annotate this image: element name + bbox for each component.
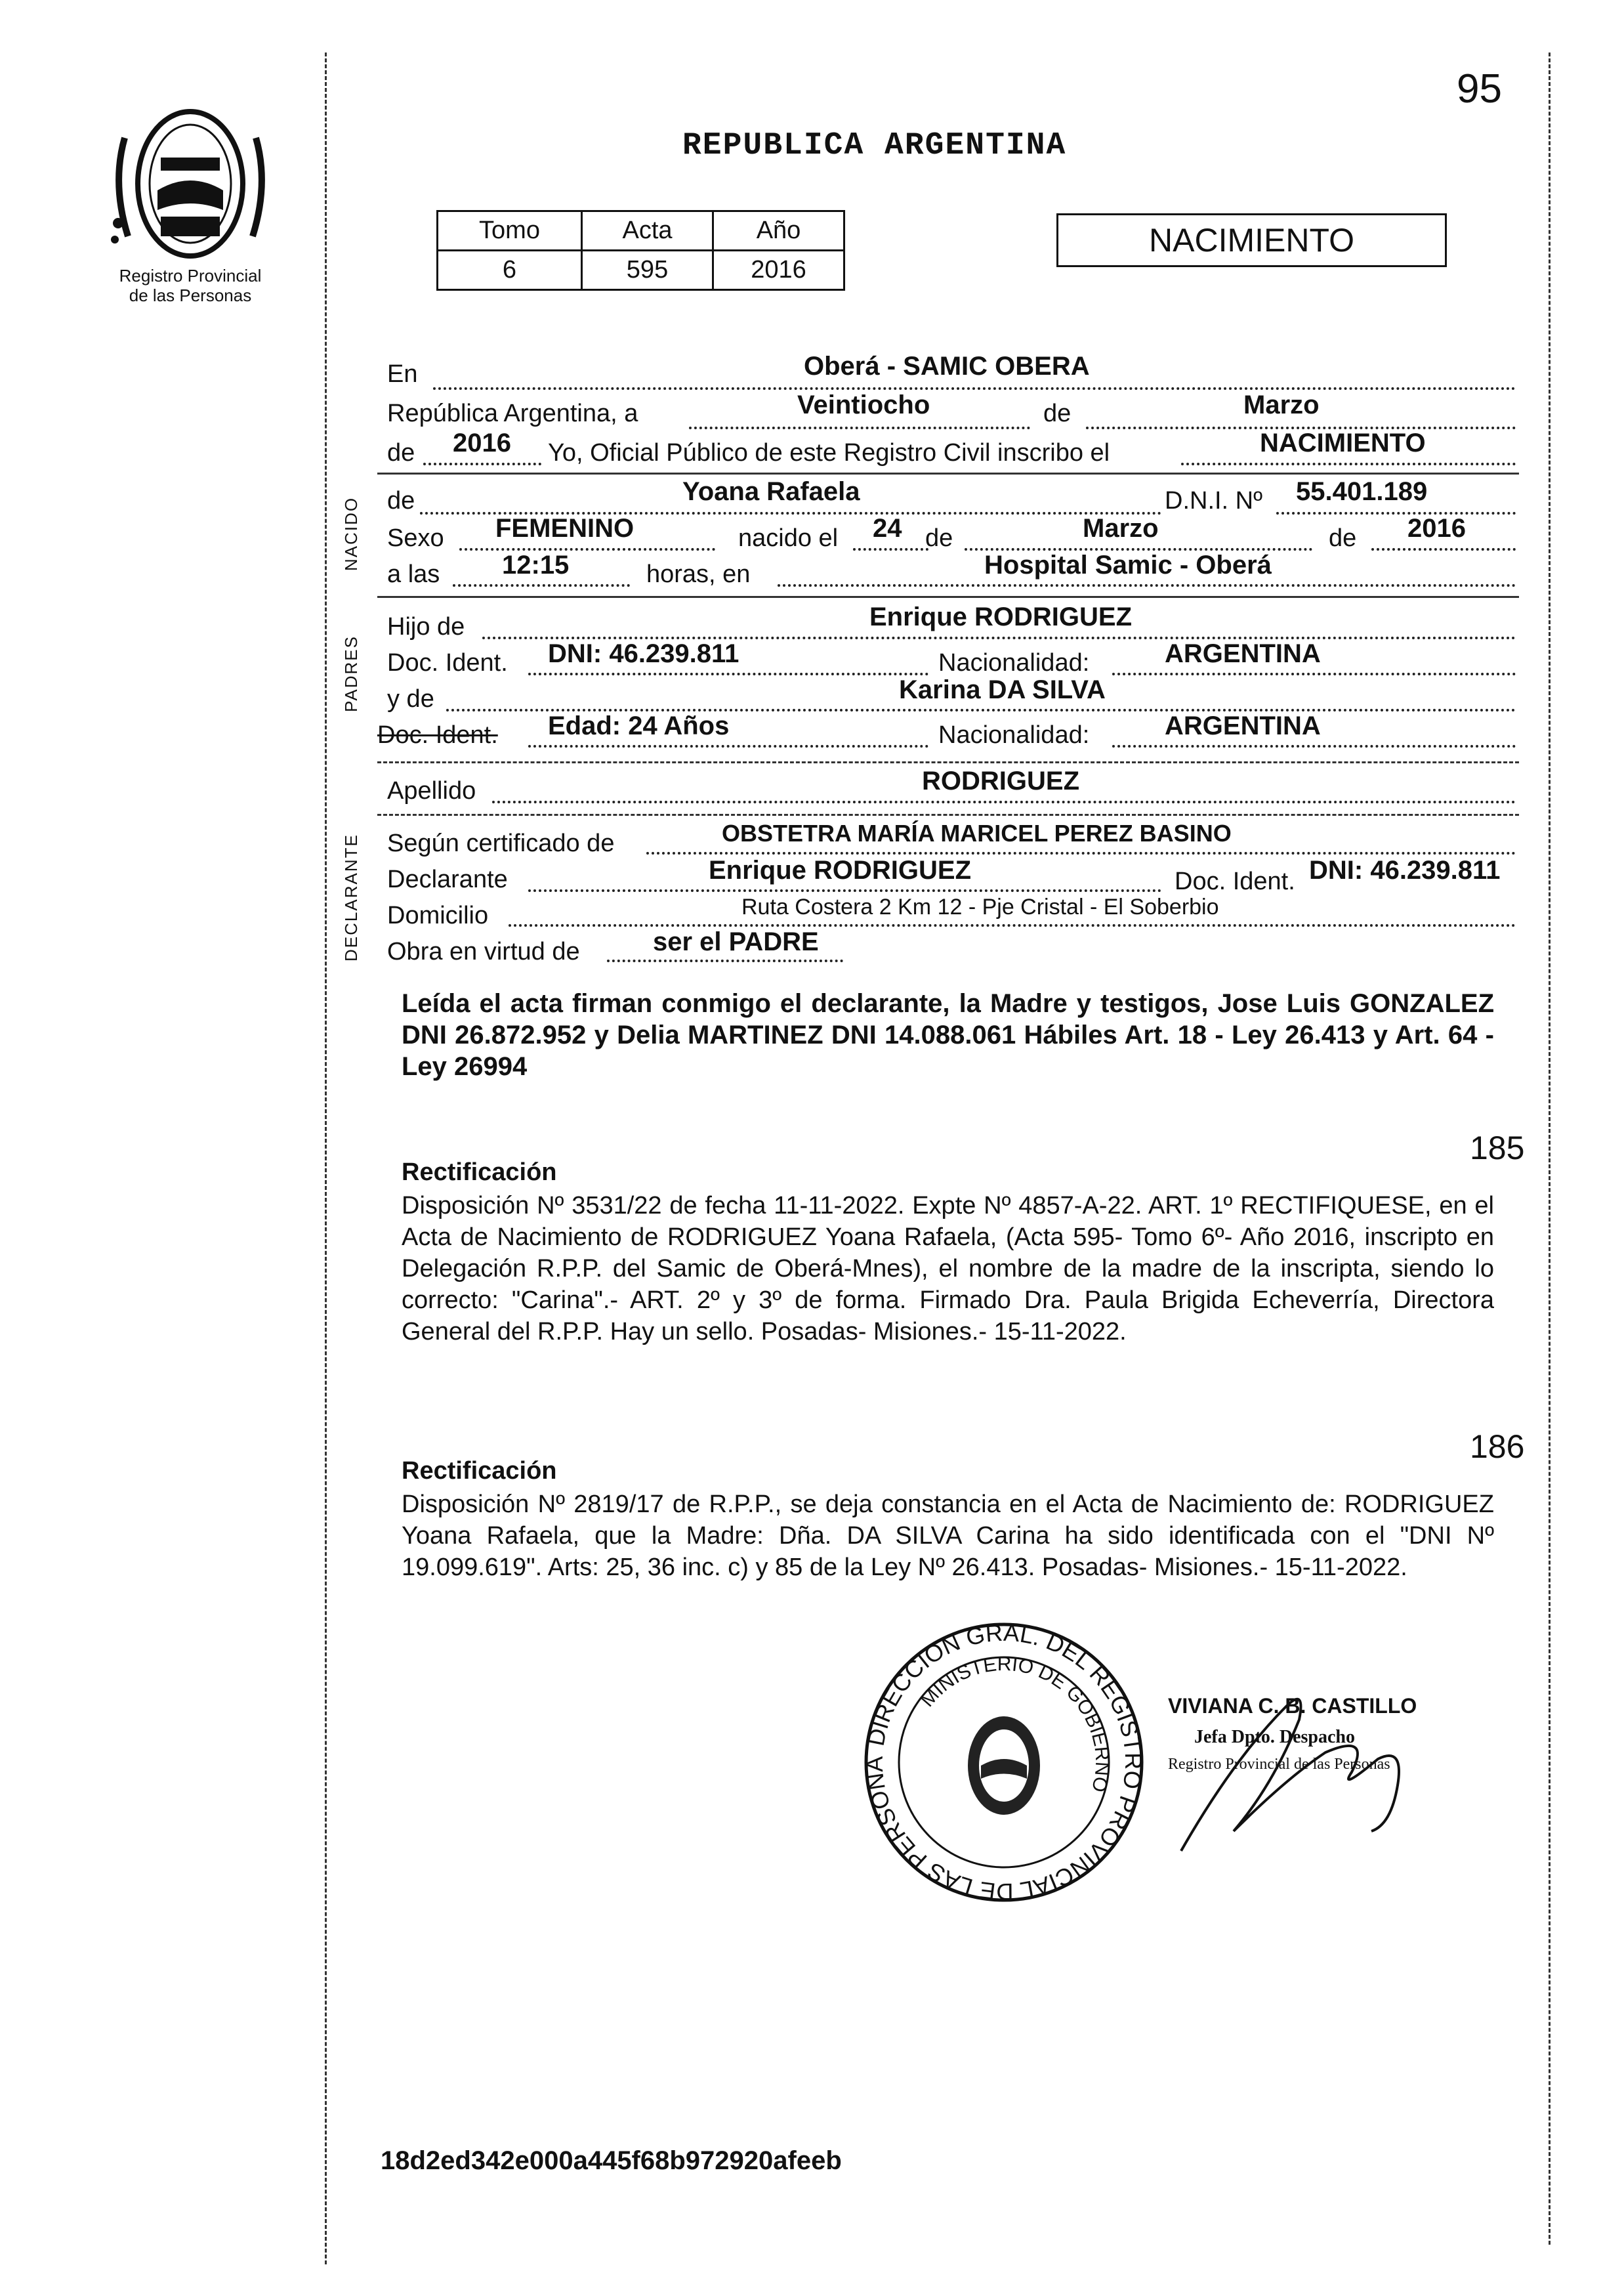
document-hash: 18d2ed342e000a445f68b972920afeeb [381,2146,842,2175]
declarante-label: Declarante [387,866,508,893]
nacido-lugar: Hospital Samic - Oberá [984,551,1272,580]
nacido-de-label3: de [1329,524,1357,552]
oficial-text: Yo, Oficial Público de este Registro Civil inscribo el [548,439,1110,467]
inscribo-value: NACIMIENTO [1260,429,1426,457]
a-las-label: a las [387,561,440,588]
tomo-value: 6 [438,251,582,290]
closing-paragraph: Leída el acta firman conmigo el declarante, la Madre y testigos, Jose Luis GONZALEZ DNI 26.872.952 y Delia MARTINEZ DNI 14.088.061 Hábiles Art. 18 - Ley 26.413 y Art. 64 - Ley 26994 [402,989,1494,1081]
nacido-year: 2016 [1407,514,1466,543]
madre-nac-label: Nacionalidad: [938,721,1090,749]
en-value: Oberá - SAMIC OBERA [804,352,1090,381]
nacido-day: 24 [873,514,902,543]
nacido-day-dots [853,548,928,551]
stamp-inner-text: MINISTERIO DE GOBIERNO [916,1653,1114,1794]
dni-dots [1276,512,1516,515]
tomo-header: Tomo [438,211,582,251]
separator-4 [377,814,1519,816]
obra-dots [607,960,843,962]
certificado-label: Según certificado de [387,830,615,857]
day-dots [689,427,1030,429]
provincia-misiones-logo [98,98,282,269]
padre-doc-label: Doc. Ident. [387,649,508,677]
acta-header: Acta [582,211,713,251]
padre-nac: ARGENTINA [1165,639,1321,668]
acta-value: 595 [582,251,713,290]
anio-header: Año [713,211,844,251]
acta-type-box: NACIMIENTO [1056,213,1447,267]
signature-role: Jefa Dpto. Despacho [1194,1727,1355,1747]
certificado-value: OBSTETRA MARÍA MARICEL PEREZ BASINO [722,820,1232,847]
padre-name: Enrique RODRIGUEZ [869,603,1133,631]
nacido-month: Marzo [1083,514,1159,543]
madre-nac-dots [1112,745,1516,748]
padre-doc-dots [528,673,928,675]
de-label: de [1043,400,1072,427]
intro-month: Marzo [1243,391,1320,419]
rectificacion-185-number: 185 [1470,1130,1525,1166]
madre-name: Karina DA SILVA [899,675,1106,704]
page-number: 95 [1457,66,1502,112]
en-label: En [387,360,418,388]
separator-3 [377,761,1519,763]
madre-edad: Edad: 24 Años [548,711,730,740]
sexo-label: Sexo [387,524,444,552]
dni-label: D.N.I. Nº [1165,487,1262,515]
declarante-value: Enrique RODRIGUEZ [709,856,972,885]
acta-reference-table [436,210,845,291]
separator-2 [377,596,1519,598]
nacido-dni: 55.401.189 [1296,477,1428,506]
apellido-label: Apellido [387,777,476,805]
nacido-de-label: de [387,487,415,515]
separator-1 [377,473,1519,475]
hora-dots [453,584,630,587]
year-dots [423,463,541,465]
nacido-hora: 12:15 [502,551,570,580]
intro-year: 2016 [453,429,511,457]
signature-name: VIVIANA C. B. CASTILLO [1168,1694,1417,1718]
rectificacion-186-title: Rectificación [402,1457,557,1485]
nacido-year-dots [1371,548,1516,551]
obra-value: ser el PADRE [653,927,819,956]
signature-block [1155,1680,1470,1864]
padre-doc: DNI: 46.239.811 [548,639,739,668]
obra-label: Obra en virtud de [387,938,580,965]
madre-nac: ARGENTINA [1165,711,1321,740]
madre-edad-dots [528,745,928,748]
official-stamp [860,1618,1148,1907]
logo-caption [79,266,302,305]
apellido-dots [492,801,1516,803]
nacido-name: Yoana Rafaela [682,477,860,506]
declarante-doc-label: Doc. Ident. [1175,868,1295,895]
madre-doc-label-struck: Doc. Ident. [377,721,498,749]
anio-value: 2016 [713,251,844,290]
horas-en-label: horas, en [646,561,751,588]
en-dots [433,387,1516,390]
nacido-side-label: NACIDO [341,496,361,571]
rectificacion-186-number: 186 [1470,1428,1525,1465]
signature-org: Registro Provincial de las Personas [1168,1756,1390,1773]
republica-label: República Argentina, a [387,400,638,427]
logo-caption-line1: Registro Provincial [119,266,262,286]
declarante-doc: DNI: 46.239.811 [1309,856,1501,885]
rectificacion-185-title: Rectificación [402,1158,557,1186]
padres-side-label: PADRES [341,635,361,712]
domicilio-label: Domicilio [387,902,489,929]
padre-nac-label: Nacionalidad: [938,649,1090,677]
logo-caption-line2: de las Personas [129,286,252,305]
y-de-label: y de [387,685,434,713]
intro-day: Veintiocho [797,391,930,419]
nacido-de-label2: de [925,524,953,552]
rectificacion-186-text: Disposición Nº 2819/17 de R.P.P., se deja constancia en el Acta de Nacimiento de: RODRIGUEZ Yoana Rafaela, que la Madre: Dña. DA SILVA Carina ha sido identificada con el "DNI Nº 19.099.619". Arts: 25, 36 inc. c) y 85 de la Ley Nº 26.413. Posadas- Misiones.- 15-11-2022. [402,1491,1494,1581]
domicilio-value: Ruta Costera 2 Km 12 - Pje Cristal - El Soberbio [741,895,1219,920]
inscribo-dots [1181,463,1516,465]
right-margin-line [1549,53,1551,2245]
de2-label: de [387,439,415,467]
declarante-side-label: DECLARANTE [341,834,361,962]
padre-nac-dots [1112,673,1516,675]
hijo-de-label: Hijo de [387,613,465,641]
apellido-value: RODRIGUEZ [922,767,1079,795]
document-title: REPUBLICA ARGENTINA [682,128,1067,163]
lugar-dots [778,584,1516,587]
sexo-dots [459,548,715,551]
rectificacion-185-text: Disposición Nº 3531/22 de fecha 11-11-2022. Expte Nº 4857-A-22. ART. 1º RECTIFIQUESE, en el Acta de Nacimiento de RODRIGUEZ Yoana Rafaela, (Acta 595- Tomo 6º- Año 2016, inscripto en Delegación R.P.P. del Samic de Oberá-Mnes), el nombre de la madre de la inscripta, siendo lo correcto: "Carina".- ART. 2º y 3º de forma. Firmado Dra. Paula Brigida Echeverría, Directora General del R.P.P. Hay un sello. Posadas- Misiones.- 15-11-2022. [402,1192,1494,1345]
stamp-outer-text: DIRECCION GRAL. DEL REGISTRO PROVINCIAL DE LAS PERSONA [860,1619,1148,1906]
left-margin-line [325,53,327,2264]
nacido-sexo: FEMENINO [495,514,635,543]
nacido-el-label: nacido el [738,524,839,552]
